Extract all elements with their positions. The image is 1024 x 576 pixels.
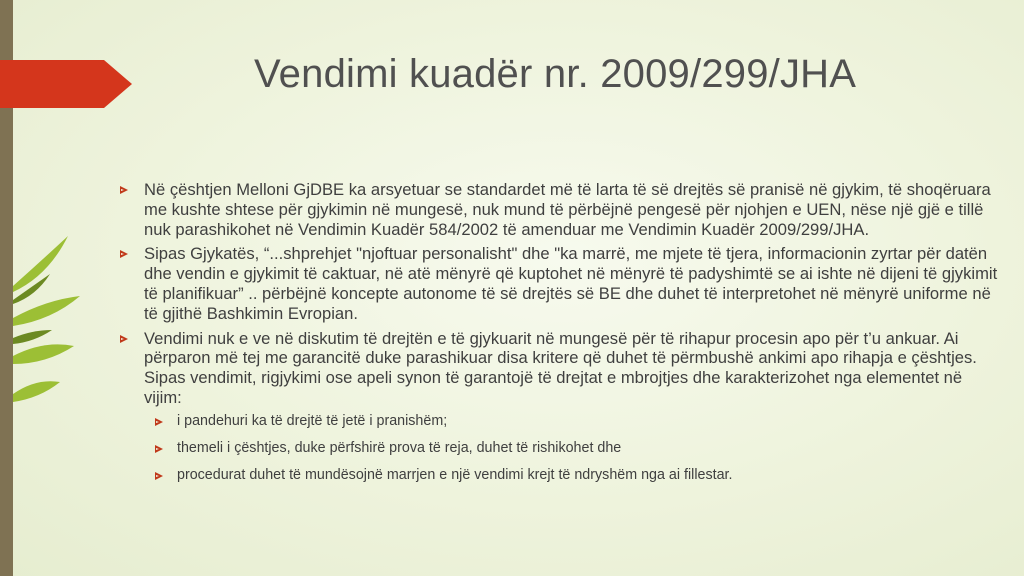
title-arrow-shape	[0, 60, 132, 108]
bullet-list	[118, 180, 998, 494]
sub-bullet-text: procedurat duhet të mundësojnë marrjen e një vendimi krejt të ndryshëm nga ai fillestar.	[177, 466, 733, 483]
arrow-bullet-icon	[155, 445, 163, 453]
bullet-text: Sipas Gjykatës, “...shprehjet "njoftuar personalisht" dhe "ka marrë, me mjete të tjera, informacionin zyrtar për datën dhe vendin e gjykimit të caktuar, në atë mënyrë që kuptohet në mënyrë të padyshimtë se ai ishte në dijeni të gjykimit të planifikuar” .. përbëjnë koncepte autonome të së drejtës së BE dhe duhet të interpretohet në mënyrë uniforme në të gjithë Bashkimin Evropian.	[144, 244, 998, 323]
bullet-item	[118, 329, 998, 408]
bullet-text: Vendimi nuk e ve në diskutim të drejtën e të gjykuarit në mungesë për të rihapur procesin apo për t’u ankuar. Ai përparon më tej me garancitë duke parashikuar disa kritere që duhet të përmbushë ankimi apo rihapja e çështjes. Sipas vendimit, rigjykimi ose apeli synon të garantojë të drejtat e mbrojtjes dhe karakterizohet nga elementet në vijim:	[144, 328, 977, 407]
slide-title: Vendimi kuadër nr. 2009/299/JHA	[254, 52, 857, 96]
sub-bullet-item	[118, 413, 998, 430]
arrow-bullet-icon	[155, 472, 163, 480]
arrow-bullet-icon	[155, 418, 163, 426]
arrow-bullet-icon	[120, 250, 128, 258]
sub-bullet-text: i pandehuri ka të drejtë të jetë i pranishëm;	[177, 412, 448, 429]
bullet-text: Në çështjen Melloni GjDBE ka arsyetuar se standardet më të larta të së drejtës së pranisë në gjykim, të shoqëruara me kushte shtese për gjykimin në mungesë, nuk mund të përbëjnë pengesë për njohjen e UEN, nëse një gjë e tillë nuk parashikohet në Vendimin Kuadër 584/2002 të amenduar me Vendimin Kuadër 2009/299/JHA.	[144, 180, 991, 239]
arrow-bullet-icon	[120, 335, 128, 343]
bullet-item	[118, 244, 998, 323]
arrow-bullet-icon	[120, 186, 128, 194]
leaf-decoration	[13, 236, 80, 402]
sub-bullet-item	[118, 467, 998, 484]
sub-bullet-text: themeli i çështjes, duke përfshirë prova të reja, duhet të rishikohet dhe	[177, 439, 622, 456]
sub-bullet-item	[118, 440, 998, 457]
bullet-item	[118, 180, 998, 239]
